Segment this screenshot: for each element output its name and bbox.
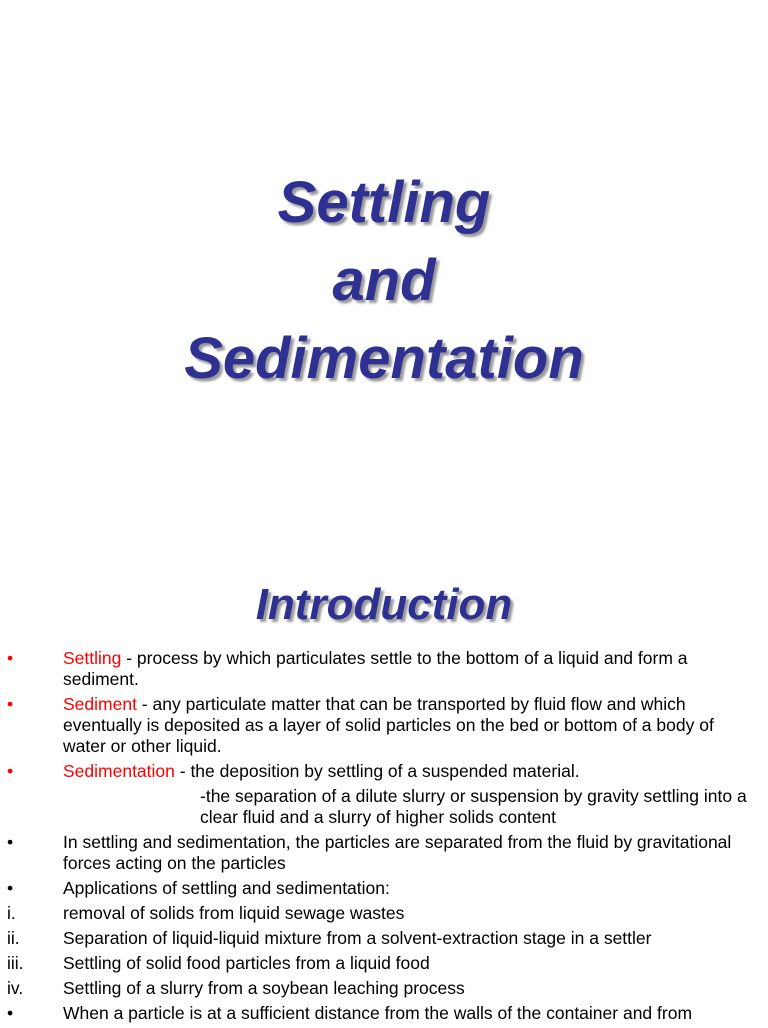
definition-sediment: - any particulate matter that can be transported by fluid flow and which eventually is deposited as a layer of solid particles on the bed or bottom of a body of water or other liquid. <box>63 694 714 756</box>
bullet-marker: • <box>7 832 14 852</box>
application-item-4 <box>0 978 768 999</box>
sedimentation-second-definition <box>63 786 756 828</box>
list-item-text: Applications of settling and sedimentation: <box>63 878 390 898</box>
list-item-text: Settling of a slurry from a soybean leaching process <box>63 978 465 998</box>
list-item-applications <box>0 878 768 899</box>
bullet-marker: • <box>7 761 14 781</box>
main-title <box>0 164 768 398</box>
list-item-text: In settling and sedimentation, the particles are separated from the fluid by gravitational forces acting on the particles <box>63 832 732 873</box>
term-sediment: Sediment <box>63 694 137 714</box>
list-item-text: removal of solids from liquid sewage wastes <box>63 903 405 923</box>
list-item-text: Separation of liquid-liquid mixture from a solvent-extraction stage in a settler <box>63 928 652 948</box>
title-line-1: Settling <box>277 170 491 235</box>
list-item-settling <box>0 648 768 690</box>
roman-numeral-marker: i. <box>7 903 16 923</box>
application-item-3 <box>0 953 768 974</box>
list-item-sedimentation-continued <box>0 786 768 828</box>
list-item-sediment <box>0 694 768 757</box>
list-item-text: When a particle is at a sufficient distance from the walls of the container and from <box>63 1003 693 1023</box>
list-item-text: Settling of solid food particles from a liquid food <box>63 953 430 973</box>
definition-settling: - process by which particulates settle to the bottom of a liquid and form a sediment. <box>63 648 688 689</box>
introduction-list <box>0 648 768 1028</box>
roman-numeral-marker: iv. <box>7 978 24 998</box>
title-line-2: and <box>332 248 436 313</box>
bullet-marker: • <box>7 1003 14 1023</box>
list-item-particle-distance <box>0 1003 768 1024</box>
term-settling: Settling <box>63 648 122 668</box>
definition-sedimentation: - the deposition by settling of a suspended material. <box>174 761 580 781</box>
section-title: Introduction <box>255 580 513 629</box>
roman-numeral-marker: iii. <box>7 953 24 973</box>
bullet-marker: • <box>7 878 14 898</box>
application-item-2 <box>0 928 768 949</box>
roman-numeral-marker: ii. <box>7 928 20 948</box>
term-sedimentation: Sedimentation <box>63 761 175 781</box>
list-item-gravitational <box>0 832 768 874</box>
title-line-3: Sedimentation <box>184 326 584 391</box>
list-item-sedimentation <box>0 761 768 782</box>
bullet-marker: • <box>7 694 14 714</box>
definition-sedimentation-2: -the separation of a dilute slurry or suspension by gravity settling into a clear fluid and a slurry of higher solids content <box>200 786 747 827</box>
application-item-1 <box>0 903 768 924</box>
bullet-marker: • <box>7 648 14 668</box>
